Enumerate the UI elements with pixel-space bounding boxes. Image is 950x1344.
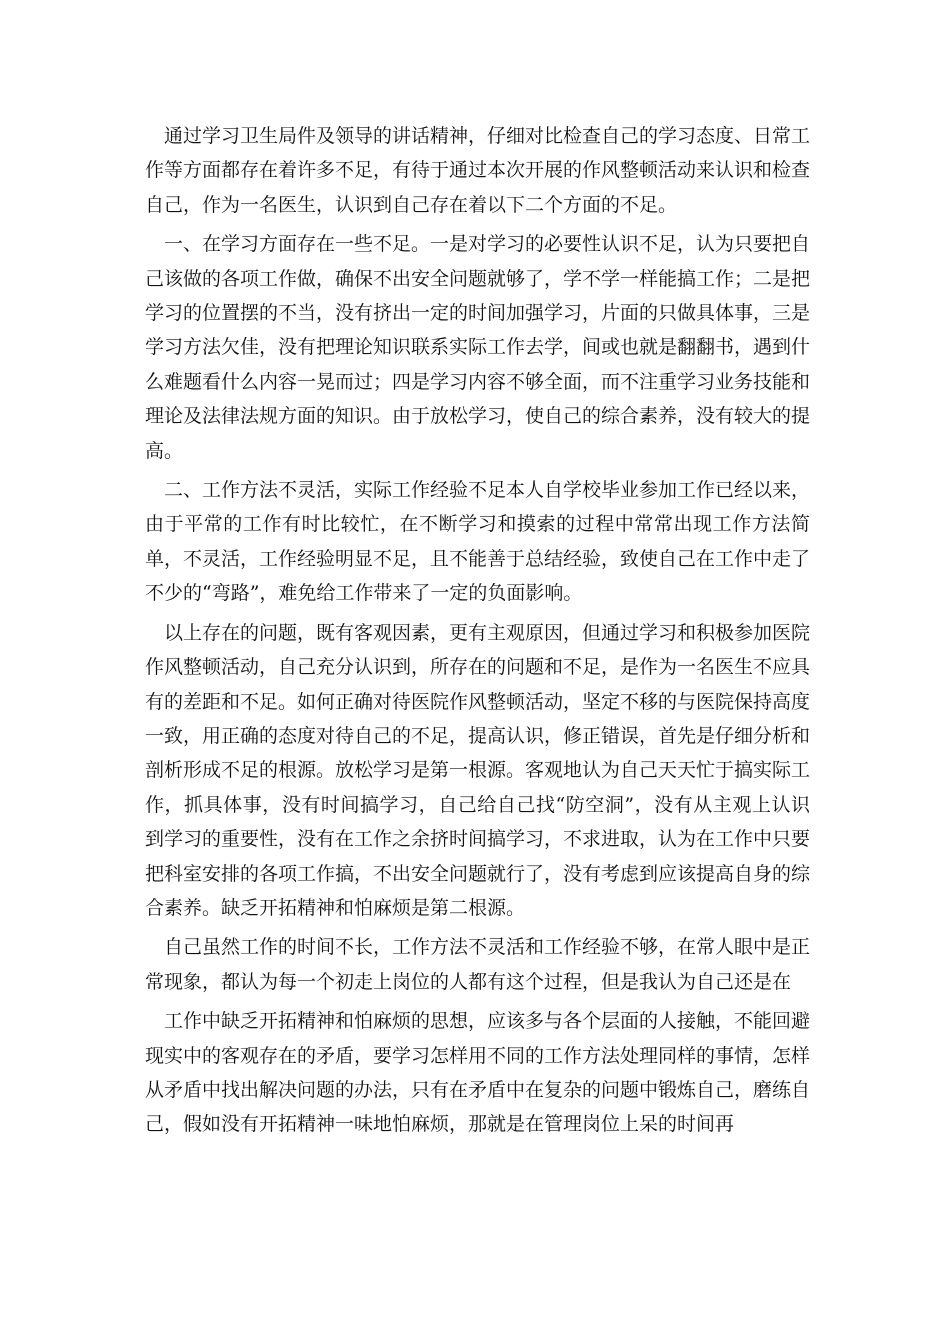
paragraph-work-method: 二、工作方法不灵活，实际工作经验不足本人自学校毕业参加工作已经以来，由于平常的工作有时比较忙，在不断学习和摸索的过程中常常出现工作方法简单，不灵活，工作经验明显不足，且不能善于总结经验，致使自己在工作中走了不少的“弯路”，难免给工作带来了一定的负面影响。 bbox=[145, 479, 811, 605]
paragraph-self-reflection: 自己虽然工作的时间不长，工作方法不灵活和工作经验不够，在常人眼中是正常现象，都认为每一个初走上岗位的人都有这个过程，但是我认为自己还是在 bbox=[145, 936, 811, 993]
document-body bbox=[145, 119, 810, 1147]
paragraph-root-causes: 以上存在的问题，既有客观因素，更有主观原因，但通过学习和积极参加医院作风整顿活动，自己充分认识到，所存在的问题和不足，是作为一名医生不应具有的差距和不足。如何正确对待医院作风整顿活动，坚定不移的与医院保持高度一致，用正确的态度对待自己的不足，提高认识，修正错误，首先是仔细分析和剖析形成不足的根源。放松学习是第一根源。客观地认为自己天天忙于搞实际工作，抓具体事，没有时间搞学习，自己给自己找“防空洞”，没有从主观上认识到学习的重要性，没有在工作之余挤时间搞学习，不求进取，认为在工作中只要把科室安排的各项工作搞，不出安全问题就行了，没有考虑到应该提高自身的综合素养。缺乏开拓精神和怕麻烦是第二根源。 bbox=[145, 621, 811, 919]
paragraph-study-shortcomings: 一、在学习方面存在一些不足。一是对学习的必要性认识不足，认为只要把自己该做的各项工作做，确保不出安全问题就够了，学不学一样能搞工作；二是把学习的位置摆的不当，没有挤出一定的时间加强学习，片面的只做具体事，三是学习方法欠佳，没有把理论知识联系实际工作去学，间或也就是翻翻书，遇到什么难题看什么内容一晃而过；四是学习内容不够全面，而不注重学习业务技能和理论及法律法规方面的知识。由于放松学习，使自己的综合素养，没有较大的提高。 bbox=[145, 233, 811, 462]
paragraph-continuation: 工作中缺乏开拓精神和怕麻烦的思想，应该多与各个层面的人接触，不能回避现实中的客观存在的矛盾，要学习怎样用不同的工作方法处理同样的事情，怎样从矛盾中找出解决问题的办法，只有在矛盾中在复杂的问题中锻炼自己，磨练自己，假如没有开拓精神一味地怕麻烦，那就是在管理岗位上呆的时间再 bbox=[145, 1010, 811, 1136]
paragraph-intro: 通过学习卫生局件及领导的讲话精神，仔细对比检查自己的学习态度、日常工作等方面都存在着许多不足，有待于通过本次开展的作风整顿活动来认识和检查自己，作为一名医生，认识到自己存在着以下二个方面的不足。 bbox=[145, 125, 811, 216]
